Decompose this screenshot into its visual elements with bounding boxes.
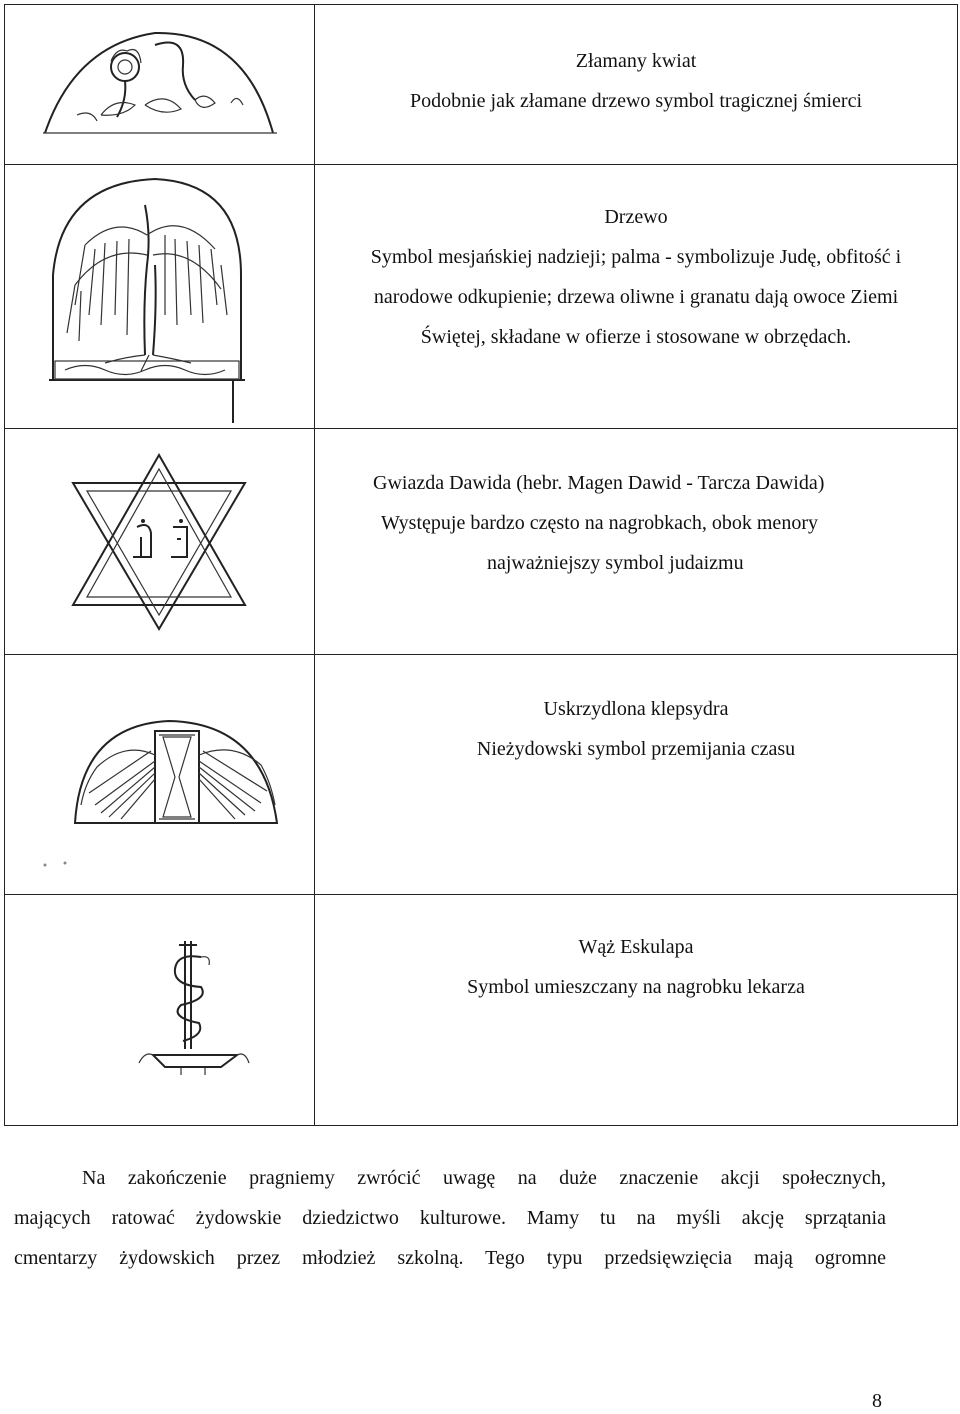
symbol-text: najważniejszy symbol judaizmu xyxy=(487,552,744,574)
symbol-text: Występuje bardzo często na nagrobkach, obok menory xyxy=(381,512,818,534)
symbol-title: Gwiazda Dawida (hebr. Magen Dawid - Tarcza Dawida) xyxy=(373,472,825,494)
symbol-row-star-of-david xyxy=(4,428,958,654)
page-number: 8 xyxy=(872,1390,882,1412)
symbol-text: Nieżydowski symbol przemijania czasu xyxy=(476,738,796,760)
symbol-description xyxy=(315,165,957,428)
symbol-description xyxy=(315,895,957,1125)
symbol-row-aesculapius-snake xyxy=(4,894,958,1126)
paragraph-line: Na zakończenie pragniemy zwrócić uwagę na duże znaczenie akcji społecznych, xyxy=(82,1167,886,1189)
symbol-row-winged-hourglass xyxy=(4,654,958,894)
broken-flower-icon xyxy=(5,5,315,164)
paragraph-line: mających ratować żydowskie dziedzictwo kulturowe. Mamy tu na myśli akcję sprzątania xyxy=(14,1207,886,1229)
paragraph-line: cmentarzy żydowskich przez młodzież szkolną. Tego typu przedsięwzięcia mają ogromne xyxy=(14,1247,886,1269)
symbol-title: Uskrzydlona klepsydra xyxy=(543,698,729,720)
symbol-text: Świętej, składane w ofierze i stosowane w obrzędach. xyxy=(420,326,852,348)
symbol-title: Wąż Eskulapa xyxy=(578,936,694,958)
symbol-description xyxy=(315,5,957,164)
symbol-description xyxy=(315,655,957,894)
symbol-text: Podobnie jak złamane drzewo symbol tragicznej śmierci xyxy=(409,90,863,112)
winged-hourglass-icon xyxy=(5,655,315,894)
symbol-text: narodowe odkupienie; drzewa oliwne i granatu dają owoce Ziemi xyxy=(373,286,899,308)
symbol-text: Symbol mesjańskiej nadzieji; palma - symbolizuje Judę, obfitość i xyxy=(370,246,902,268)
symbol-row-broken-flower xyxy=(4,4,958,164)
symbol-title: Drzewo xyxy=(604,206,668,228)
symbol-text: Symbol umieszczany na nagrobku lekarza xyxy=(467,976,805,998)
symbol-description xyxy=(315,429,957,654)
symbols-table xyxy=(4,4,958,1126)
closing-paragraph xyxy=(14,1158,886,1278)
weeping-tree-icon xyxy=(5,165,315,428)
symbol-title: Złamany kwiat xyxy=(575,50,697,72)
star-of-david-icon xyxy=(5,429,315,654)
rod-of-asclepius-icon xyxy=(5,895,315,1125)
symbol-row-tree xyxy=(4,164,958,428)
